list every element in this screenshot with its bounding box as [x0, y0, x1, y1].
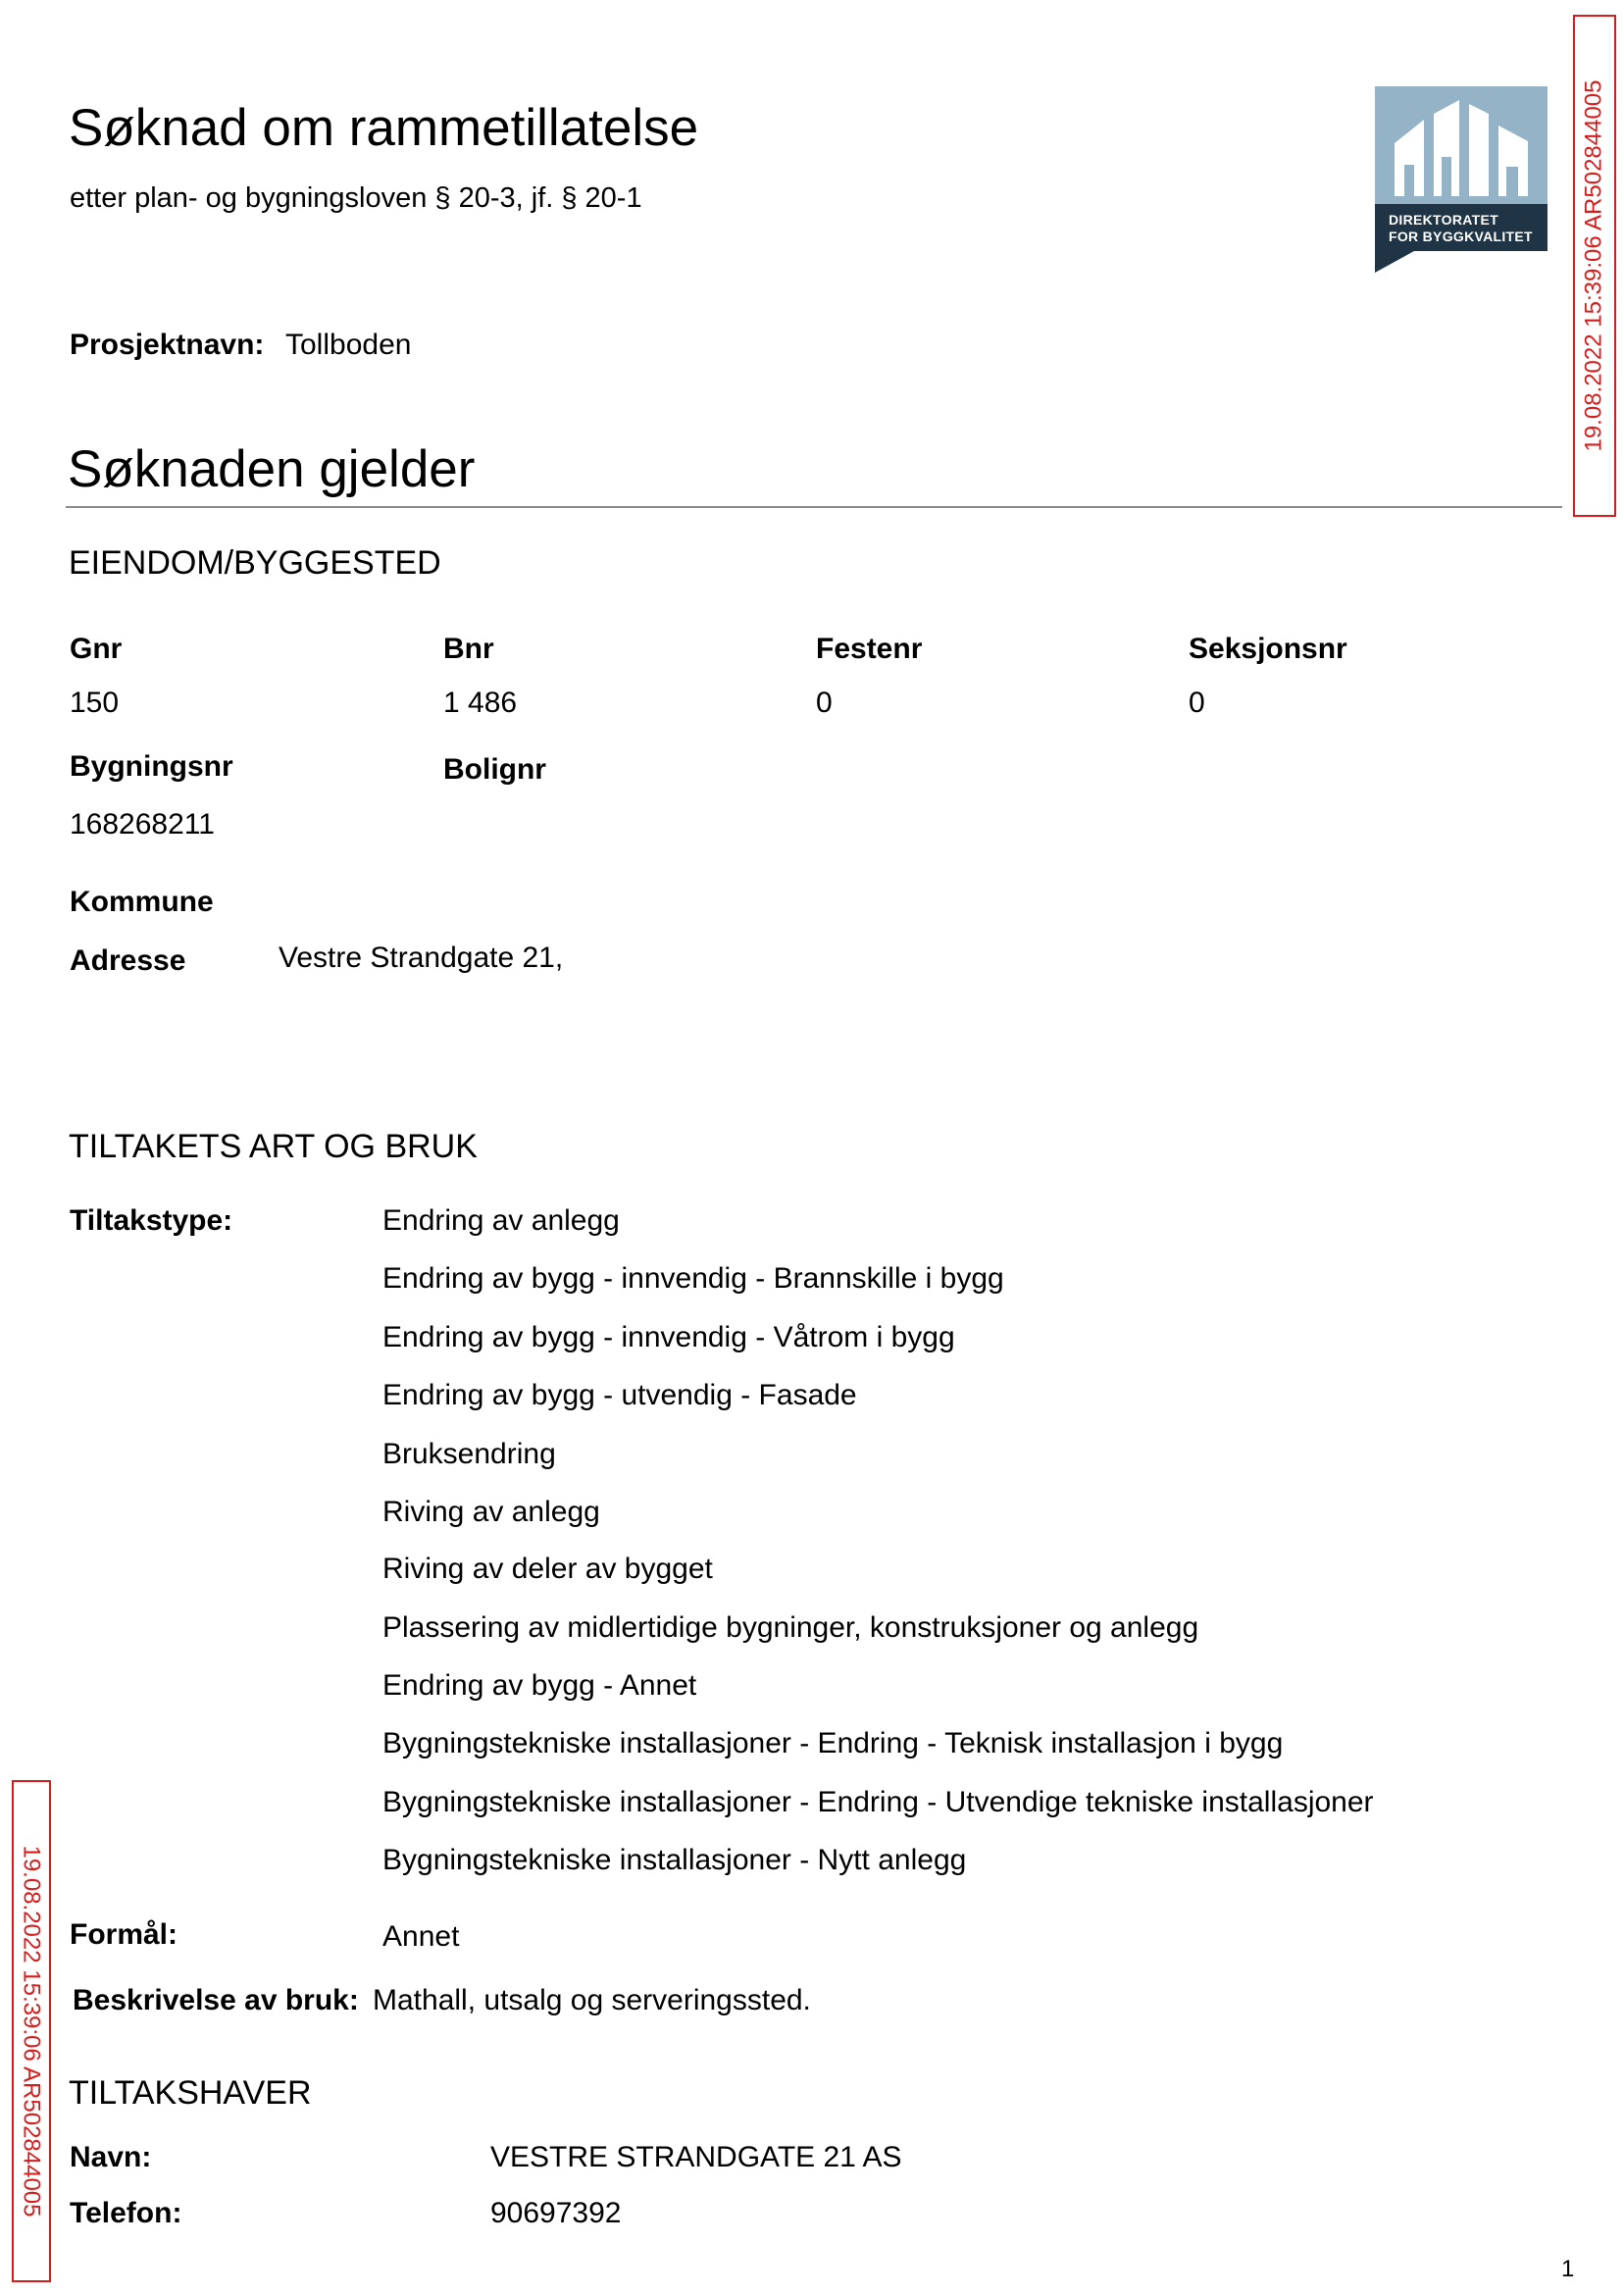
page-number: 1 [1561, 2256, 1575, 2282]
project-name-label: Prosjektnavn: [70, 329, 265, 361]
bolignr-label: Bolignr [443, 753, 546, 786]
measure-type-item: Bruksendring [382, 1438, 556, 1470]
property-heading: EIENDOM/BYGGESTED [69, 544, 441, 582]
description-value: Mathall, utsalg og serveringssted. [373, 1984, 811, 2016]
document-title: Søknad om rammetillatelse [69, 99, 699, 157]
bnr-label: Bnr [443, 633, 494, 665]
owner-name-label: Navn: [70, 2141, 152, 2173]
section-divider [66, 506, 1562, 508]
purpose-value: Annet [382, 1920, 460, 1953]
measure-type-item: Riving av anlegg [382, 1496, 600, 1528]
measure-type-item: Bygningstekniske installasjoner - Endring - Utvendige tekniske installasjoner [382, 1786, 1374, 1818]
owner-heading: TILTAKSHAVER [69, 2074, 312, 2112]
timestamp-stamp [1573, 15, 1616, 517]
measure-type-item: Riving av deler av bygget [382, 1553, 713, 1585]
measure-type-item: Endring av bygg - utvendig - Fasade [382, 1379, 857, 1411]
festenr-value: 0 [816, 687, 833, 719]
description-label: Beskrivelse av bruk: [73, 1984, 359, 2016]
directorate-logo [1375, 86, 1548, 273]
owner-phone-value: 90697392 [490, 2197, 622, 2229]
logo-text-line1: DIREKTORATET [1389, 212, 1498, 228]
section-heading-application: Søknaden gjelder [68, 440, 476, 498]
bygningsnr-value: 168268211 [70, 808, 215, 841]
measure-type-item: Bygningstekniske installasjoner - Nytt anlegg [382, 1844, 967, 1876]
kommune-label: Kommune [70, 886, 214, 918]
seksjonsnr-label: Seksjonsnr [1189, 633, 1347, 665]
gnr-label: Gnr [70, 633, 123, 665]
measure-type-label: Tiltakstype: [70, 1204, 233, 1237]
logo-building-icon [1375, 86, 1548, 204]
measure-heading: TILTAKETS ART OG BRUK [69, 1128, 478, 1165]
measure-type-item: Plassering av midlertidige bygninger, konstruksjoner og anlegg [382, 1611, 1199, 1644]
festenr-label: Festenr [816, 633, 923, 665]
logo-text-line2: FOR BYGGKVALITET [1389, 229, 1533, 244]
measure-type-item: Bygningstekniske installasjoner - Endring - Teknisk installasjon i bygg [382, 1727, 1284, 1759]
measure-type-item: Endring av bygg - innvendig - Brannskille i bygg [382, 1262, 1004, 1295]
stamp-text: 19.08.2022 15:39:06 AR502844005 [19, 1845, 45, 2218]
gnr-value: 150 [70, 687, 120, 719]
document-subtitle: etter plan- og bygningsloven § 20-3, jf. § 20-1 [70, 182, 642, 214]
project-name-value: Tollboden [285, 329, 412, 361]
measure-type-item: Endring av anlegg [382, 1204, 620, 1237]
seksjonsnr-value: 0 [1189, 687, 1205, 719]
measure-type-item: Endring av bygg - innvendig - Våtrom i bygg [382, 1321, 955, 1353]
purpose-label: Formål: [70, 1918, 178, 1951]
adresse-value: Vestre Strandgate 21, [279, 942, 564, 974]
owner-phone-label: Telefon: [70, 2197, 182, 2229]
timestamp-stamp [12, 1780, 51, 2282]
bygningsnr-label: Bygningsnr [70, 750, 233, 783]
owner-name-value: VESTRE STRANDGATE 21 AS [490, 2141, 902, 2173]
measure-type-item: Endring av bygg - Annet [382, 1669, 697, 1702]
stamp-text: 19.08.2022 15:39:06 AR502844005 [1581, 79, 1607, 452]
adresse-label: Adresse [70, 944, 186, 977]
bnr-value: 1 486 [443, 687, 518, 719]
